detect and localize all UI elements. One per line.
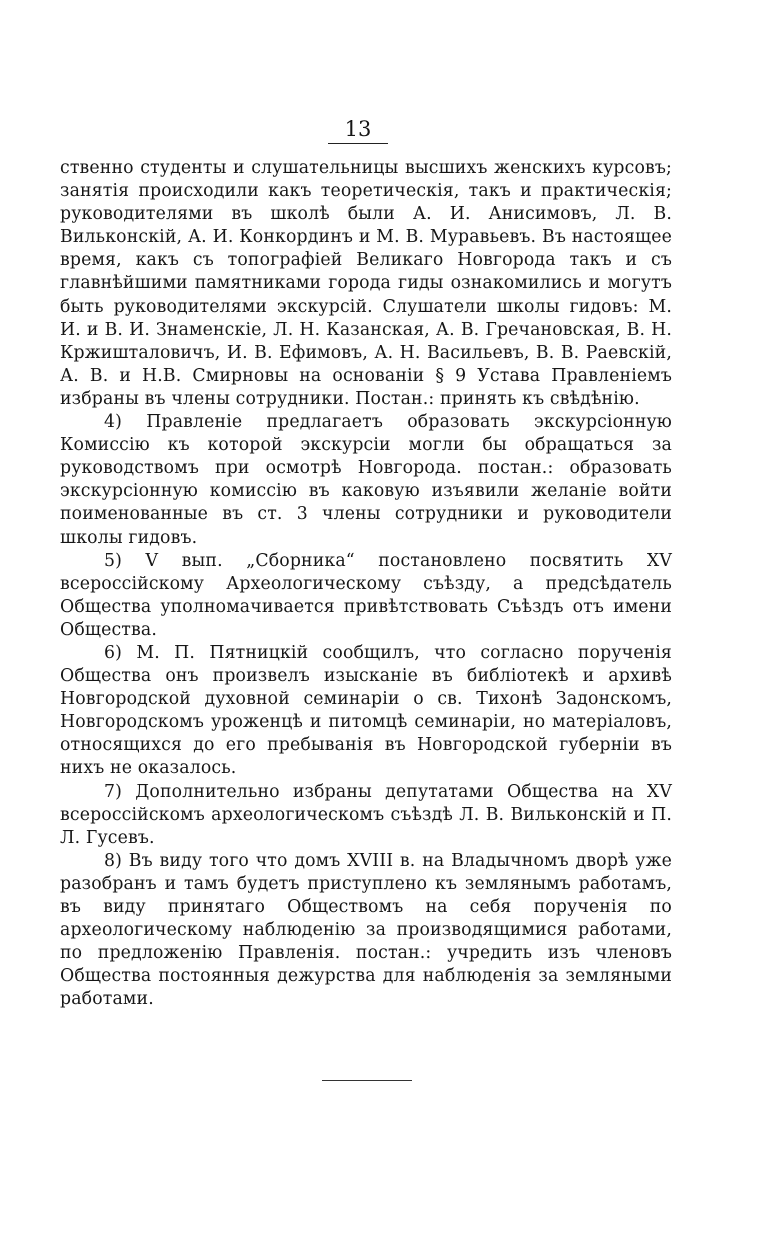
paragraph-item-5: 5) V вып. „Сборника“ постановлено посвятить XV всероссійскому Археологическому съѣзду, а предсѣдатель Общества уполномачивается привѣтствовать Съѣздъ отъ имени Общества. bbox=[60, 550, 672, 640]
end-divider bbox=[322, 1080, 412, 1081]
paragraph-item-7: 7) Дополнительно избраны депутатами Общества на XV всероссійскомъ археологическомъ съѣздѣ Л. В. Вильконскій и П. Л. Гусевъ. bbox=[60, 781, 672, 848]
page-number: 13 bbox=[344, 117, 372, 141]
paragraph-item-6: 6) М. П. Пятницкій сообщилъ, что согласно порученія Общества онъ произвелъ изысканіе въ библіотекѣ и архивѣ Новгородской духовной семинаріи о св. Тихонѣ Задонскомъ, Новгородскомъ уроженцѣ и питомцѣ семинаріи, но матеріаловъ, относящихся до его пребыванія въ Новгородской губерніи въ нихъ не оказалось. bbox=[60, 642, 672, 779]
body-text bbox=[60, 157, 672, 1011]
paragraph-continuation: ственно студенты и слушательницы высшихъ женскихъ курсовъ; занятія происходили какъ теоретическія, такъ и практическія; руководителями въ школѣ были А. И. Анисимовъ, Л. В. Вильконскій, А. И. Конкординъ и М. В. Муравьевъ. Въ настоящее время, какъ съ топографіей Великаго Новгорода такъ и съ главнѣйшими памятниками города гиды ознакомились и могутъ быть руководителями экскурсій. Слушатели школы гидовъ: М. И. и В. И. Знаменскіе, Л. Н. Казанская, А. В. Гречановская, В. Н. Кржишталовичъ, И. В. Ефимовъ, А. Н. Васильевъ, В. В. Раевскій, А. В. и Н.В. Смирновы на основаніи § 9 Устава Правленіемъ избраны въ члены сотрудники. Постан.: принять къ свѣдѣнію. bbox=[60, 158, 672, 409]
paragraph-item-4: 4) Правленіе предлагаетъ образовать экскурсіонную Комиссію къ которой экскурсіи могли бы обращаться за руководствомъ при осмотрѣ Новгорода. постан.: образовать экскурсіонную комиссію въ каковую изъявили желаніе войти поименованные въ ст. 3 члены сотрудники и руководители школы гидовъ. bbox=[60, 412, 672, 548]
paragraph-item-8: 8) Въ виду того что домъ XVIII в. на Владычномъ дворѣ уже разобранъ и тамъ будетъ приступлено къ землянымъ работамъ, въ виду принятаго Обществомъ на себя порученія по археологическому наблюденію за производящимися работами, по предложенію Правленія. постан.: учредить изъ членовъ Общества постоянныя дежурства для наблюденія за земляными работами. bbox=[60, 850, 672, 1010]
page-number-underline bbox=[328, 143, 388, 144]
